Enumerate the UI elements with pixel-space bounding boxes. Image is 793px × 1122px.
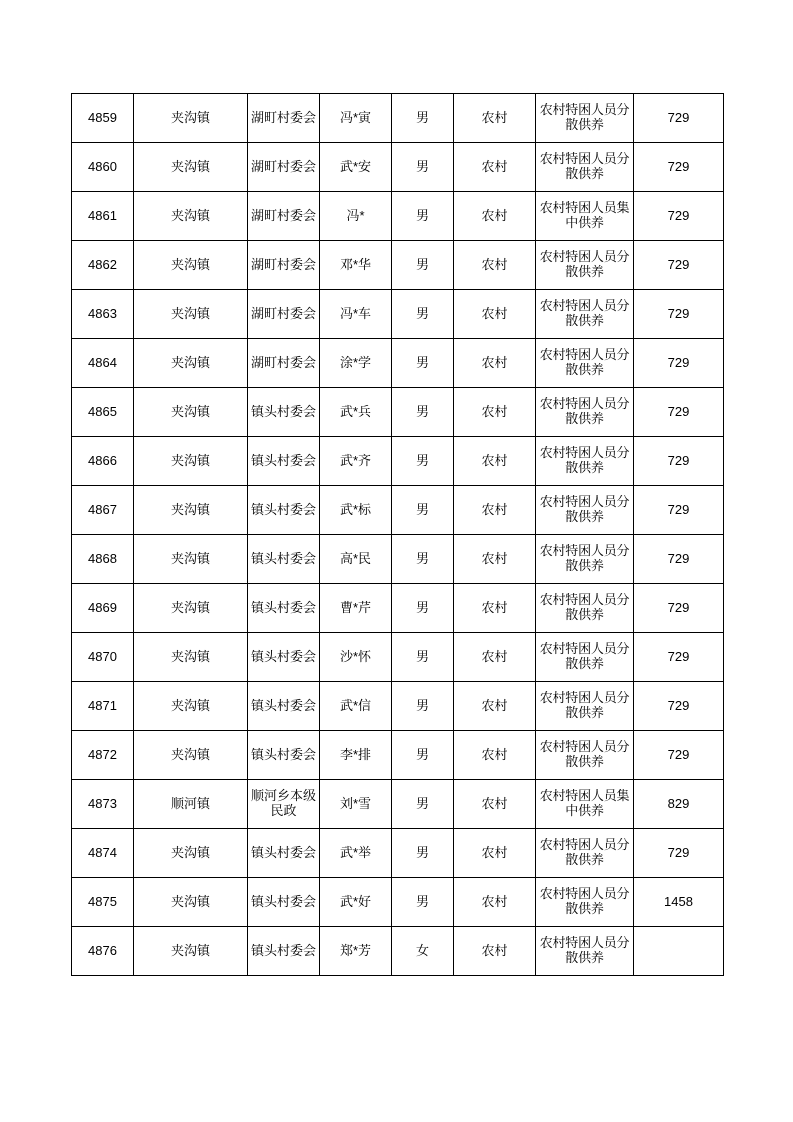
cell-household-type: 农村 — [454, 192, 536, 241]
category-text: 农村特困人员分散供养 — [539, 936, 630, 965]
cell-name: 邓*华 — [320, 241, 392, 290]
cell-village: 湖町村委会 — [248, 143, 320, 192]
cell-village: 湖町村委会 — [248, 192, 320, 241]
cell-town: 夹沟镇 — [134, 486, 248, 535]
table-row — [72, 633, 724, 682]
cell-amount: 829 — [634, 780, 724, 829]
cell-village: 湖町村委会 — [248, 94, 320, 143]
category-text: 农村特困人员分散供养 — [539, 740, 630, 769]
cell-name: 刘*雪 — [320, 780, 392, 829]
cell-seq: 4862 — [72, 241, 134, 290]
cell-household-type: 农村 — [454, 878, 536, 927]
category-text: 农村特困人员分散供养 — [539, 887, 630, 916]
cell-name: 曹*芹 — [320, 584, 392, 633]
cell-category — [536, 584, 634, 633]
cell-household-type: 农村 — [454, 731, 536, 780]
category-text: 农村特困人员分散供养 — [539, 250, 630, 279]
cell-town: 夹沟镇 — [134, 94, 248, 143]
cell-village: 镇头村委会 — [248, 682, 320, 731]
cell-amount: 729 — [634, 290, 724, 339]
cell-town: 顺河镇 — [134, 780, 248, 829]
cell-seq: 4868 — [72, 535, 134, 584]
category-text: 农村特困人员分散供养 — [539, 446, 630, 475]
cell-amount: 729 — [634, 437, 724, 486]
cell-sex: 男 — [392, 486, 454, 535]
table-row — [72, 878, 724, 927]
cell-town: 夹沟镇 — [134, 731, 248, 780]
cell-sex: 男 — [392, 241, 454, 290]
cell-sex: 男 — [392, 731, 454, 780]
cell-household-type: 农村 — [454, 339, 536, 388]
cell-seq: 4867 — [72, 486, 134, 535]
cell-category — [536, 927, 634, 976]
cell-household-type: 农村 — [454, 584, 536, 633]
cell-amount: 729 — [634, 731, 724, 780]
cell-village: 镇头村委会 — [248, 584, 320, 633]
cell-category — [536, 535, 634, 584]
cell-seq: 4875 — [72, 878, 134, 927]
table-row — [72, 437, 724, 486]
cell-sex: 男 — [392, 94, 454, 143]
cell-amount — [634, 927, 724, 976]
cell-town: 夹沟镇 — [134, 388, 248, 437]
cell-category — [536, 290, 634, 339]
cell-town: 夹沟镇 — [134, 682, 248, 731]
cell-village: 镇头村委会 — [248, 927, 320, 976]
cell-sex: 男 — [392, 143, 454, 192]
cell-town: 夹沟镇 — [134, 339, 248, 388]
cell-category — [536, 388, 634, 437]
cell-town: 夹沟镇 — [134, 535, 248, 584]
cell-name: 冯*寅 — [320, 94, 392, 143]
cell-category — [536, 780, 634, 829]
assistance-recipients-table — [71, 93, 724, 976]
cell-sex: 男 — [392, 829, 454, 878]
cell-amount: 729 — [634, 192, 724, 241]
cell-village: 镇头村委会 — [248, 437, 320, 486]
cell-name: 涂*学 — [320, 339, 392, 388]
category-text: 农村特困人员分散供养 — [539, 103, 630, 132]
category-text: 农村特困人员分散供养 — [539, 593, 630, 622]
table-row — [72, 339, 724, 388]
cell-household-type: 农村 — [454, 241, 536, 290]
cell-seq: 4872 — [72, 731, 134, 780]
cell-village: 湖町村委会 — [248, 339, 320, 388]
cell-amount: 729 — [634, 388, 724, 437]
cell-village: 顺河乡本级民政 — [248, 780, 320, 829]
cell-village: 镇头村委会 — [248, 731, 320, 780]
cell-name: 武*好 — [320, 878, 392, 927]
cell-category — [536, 682, 634, 731]
cell-town: 夹沟镇 — [134, 290, 248, 339]
cell-town: 夹沟镇 — [134, 192, 248, 241]
cell-category — [536, 241, 634, 290]
cell-amount: 729 — [634, 241, 724, 290]
cell-sex: 男 — [392, 290, 454, 339]
cell-category — [536, 633, 634, 682]
table-row — [72, 731, 724, 780]
cell-seq: 4871 — [72, 682, 134, 731]
cell-town: 夹沟镇 — [134, 143, 248, 192]
cell-household-type: 农村 — [454, 388, 536, 437]
cell-village: 镇头村委会 — [248, 633, 320, 682]
cell-category — [536, 437, 634, 486]
cell-name: 武*安 — [320, 143, 392, 192]
cell-household-type: 农村 — [454, 94, 536, 143]
cell-household-type: 农村 — [454, 437, 536, 486]
cell-town: 夹沟镇 — [134, 878, 248, 927]
cell-seq: 4865 — [72, 388, 134, 437]
cell-category — [536, 486, 634, 535]
category-text: 农村特困人员分散供养 — [539, 838, 630, 867]
cell-town: 夹沟镇 — [134, 927, 248, 976]
cell-name: 郑*芳 — [320, 927, 392, 976]
cell-seq: 4873 — [72, 780, 134, 829]
cell-village: 湖町村委会 — [248, 241, 320, 290]
cell-name: 武*举 — [320, 829, 392, 878]
cell-sex: 男 — [392, 633, 454, 682]
cell-amount: 729 — [634, 829, 724, 878]
table-row — [72, 94, 724, 143]
cell-seq: 4861 — [72, 192, 134, 241]
cell-sex: 男 — [392, 682, 454, 731]
cell-seq: 4859 — [72, 94, 134, 143]
table-row — [72, 535, 724, 584]
cell-seq: 4860 — [72, 143, 134, 192]
cell-household-type: 农村 — [454, 927, 536, 976]
cell-village: 镇头村委会 — [248, 535, 320, 584]
cell-sex: 男 — [392, 584, 454, 633]
cell-seq: 4876 — [72, 927, 134, 976]
cell-name: 冯* — [320, 192, 392, 241]
table-row — [72, 682, 724, 731]
cell-amount: 1458 — [634, 878, 724, 927]
table-row — [72, 829, 724, 878]
cell-amount: 729 — [634, 633, 724, 682]
cell-town: 夹沟镇 — [134, 584, 248, 633]
cell-household-type: 农村 — [454, 829, 536, 878]
cell-name: 沙*怀 — [320, 633, 392, 682]
cell-village: 湖町村委会 — [248, 290, 320, 339]
cell-category — [536, 94, 634, 143]
cell-category — [536, 143, 634, 192]
category-text: 农村特困人员集中供养 — [539, 789, 630, 818]
cell-household-type: 农村 — [454, 780, 536, 829]
cell-household-type: 农村 — [454, 290, 536, 339]
table-row — [72, 388, 724, 437]
cell-name: 高*民 — [320, 535, 392, 584]
table-row — [72, 486, 724, 535]
cell-name: 冯*车 — [320, 290, 392, 339]
cell-town: 夹沟镇 — [134, 437, 248, 486]
cell-seq: 4863 — [72, 290, 134, 339]
cell-name: 武*标 — [320, 486, 392, 535]
cell-seq: 4864 — [72, 339, 134, 388]
cell-sex: 男 — [392, 388, 454, 437]
table-row — [72, 780, 724, 829]
table-container — [71, 93, 723, 976]
cell-amount: 729 — [634, 486, 724, 535]
cell-sex: 男 — [392, 437, 454, 486]
cell-name: 武*齐 — [320, 437, 392, 486]
table-body — [72, 94, 724, 976]
cell-amount: 729 — [634, 339, 724, 388]
cell-amount: 729 — [634, 535, 724, 584]
cell-sex: 男 — [392, 780, 454, 829]
cell-household-type: 农村 — [454, 633, 536, 682]
table-row — [72, 927, 724, 976]
cell-village: 镇头村委会 — [248, 878, 320, 927]
cell-name: 李*排 — [320, 731, 392, 780]
cell-name: 武*兵 — [320, 388, 392, 437]
table-row — [72, 584, 724, 633]
table-row — [72, 192, 724, 241]
cell-household-type: 农村 — [454, 486, 536, 535]
cell-town: 夹沟镇 — [134, 829, 248, 878]
cell-village: 镇头村委会 — [248, 829, 320, 878]
cell-seq: 4870 — [72, 633, 134, 682]
cell-town: 夹沟镇 — [134, 633, 248, 682]
category-text: 农村特困人员分散供养 — [539, 642, 630, 671]
cell-name: 武*信 — [320, 682, 392, 731]
category-text: 农村特困人员分散供养 — [539, 152, 630, 181]
cell-sex: 男 — [392, 192, 454, 241]
category-text: 农村特困人员分散供养 — [539, 495, 630, 524]
cell-category — [536, 192, 634, 241]
cell-amount: 729 — [634, 143, 724, 192]
cell-seq: 4874 — [72, 829, 134, 878]
table-row — [72, 290, 724, 339]
cell-amount: 729 — [634, 584, 724, 633]
category-text: 农村特困人员分散供养 — [539, 348, 630, 377]
category-text: 农村特困人员分散供养 — [539, 691, 630, 720]
cell-seq: 4869 — [72, 584, 134, 633]
cell-town: 夹沟镇 — [134, 241, 248, 290]
cell-household-type: 农村 — [454, 535, 536, 584]
cell-category — [536, 339, 634, 388]
cell-seq: 4866 — [72, 437, 134, 486]
cell-category — [536, 731, 634, 780]
category-text: 农村特困人员分散供养 — [539, 299, 630, 328]
category-text: 农村特困人员集中供养 — [539, 201, 630, 230]
table-row — [72, 143, 724, 192]
cell-amount: 729 — [634, 682, 724, 731]
category-text: 农村特困人员分散供养 — [539, 397, 630, 426]
cell-sex: 男 — [392, 535, 454, 584]
cell-sex: 女 — [392, 927, 454, 976]
cell-village: 镇头村委会 — [248, 388, 320, 437]
cell-category — [536, 829, 634, 878]
table-row — [72, 241, 724, 290]
cell-household-type: 农村 — [454, 682, 536, 731]
cell-category — [536, 878, 634, 927]
cell-amount: 729 — [634, 94, 724, 143]
cell-household-type: 农村 — [454, 143, 536, 192]
cell-sex: 男 — [392, 339, 454, 388]
category-text: 农村特困人员分散供养 — [539, 544, 630, 573]
cell-sex: 男 — [392, 878, 454, 927]
cell-village: 镇头村委会 — [248, 486, 320, 535]
